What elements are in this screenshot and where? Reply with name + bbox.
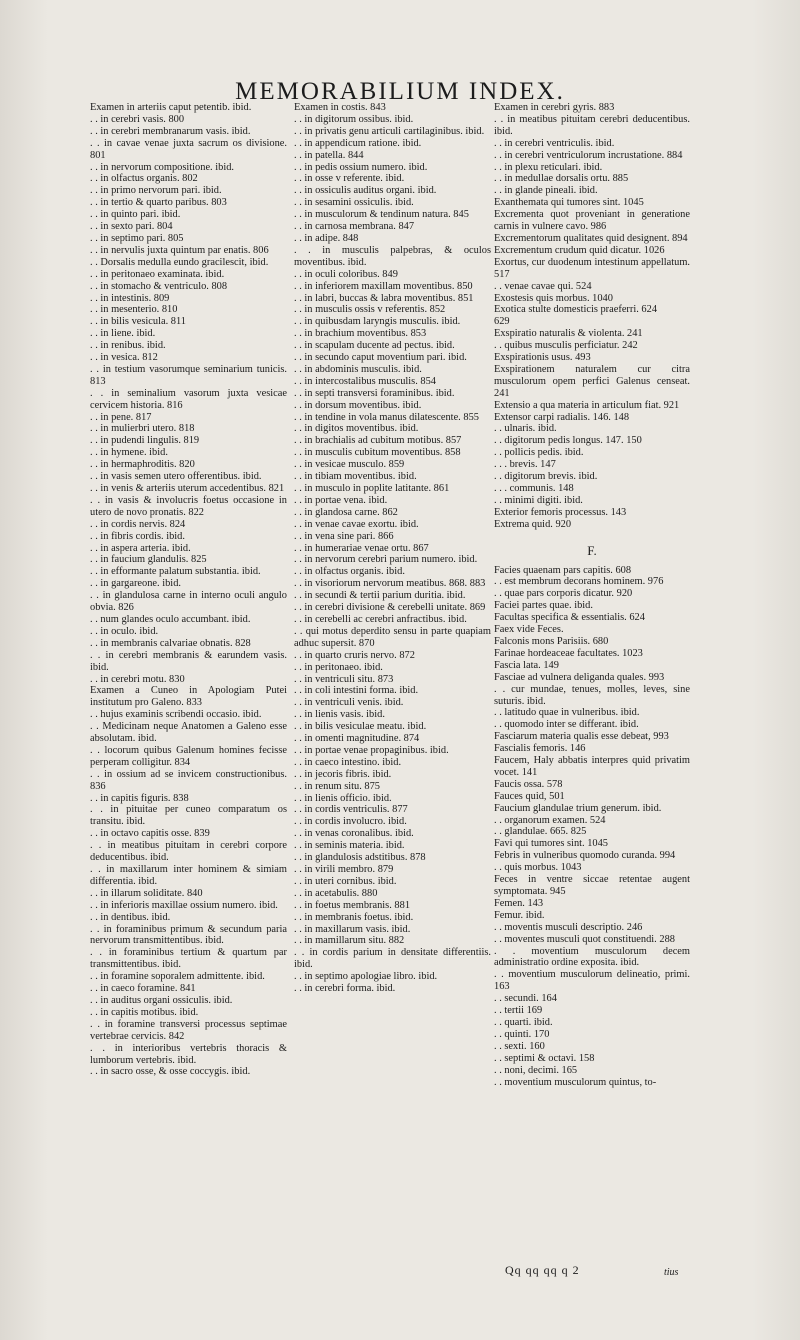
index-entry: . . in uteri cornibus. ibid. xyxy=(294,875,397,887)
index-entry: Extrema quid. 920 xyxy=(494,518,572,530)
index-entry: . . in capitis figuris. 838 xyxy=(90,792,189,804)
index-entry: Fasciarum materia qualis esse debeat, 993 xyxy=(494,731,669,743)
index-entry: . . ulnaris. ibid. xyxy=(494,423,557,435)
index-entry: Extensor carpi radialis. 146. 148 xyxy=(494,411,630,423)
index-entry: . . in membranis calvariae obnatis. 828 xyxy=(90,637,251,649)
index-entry: . . . brevis. 147 xyxy=(494,459,556,471)
index-entry: . . in septimo pari. 805 xyxy=(90,232,184,244)
index-entry: . . in venas coronalibus. ibid. xyxy=(294,828,414,840)
index-entry: Examen a Cuneo in Apologiam Putei institutum pro Galeno. 833 xyxy=(90,685,287,709)
index-entry: . . in foraminibus primum & secundum paria nervorum transmittentibus. ibid. xyxy=(90,923,287,947)
index-entry: . . in musculis cubitum moventibus. 858 xyxy=(294,447,461,459)
index-entry: Excrementorum qualitates quid designent. 894 xyxy=(494,232,688,244)
index-entry: . . quae pars corporis dicatur. 920 xyxy=(494,588,633,600)
index-column-2 xyxy=(294,102,491,995)
index-entry: Exspirationis usus. 493 xyxy=(494,352,591,364)
index-entry: Examen in costis. 843 xyxy=(294,102,386,113)
index-entry: . . in abdominis musculis. ibid. xyxy=(294,363,422,375)
index-entry: . . in foramine soporalem admittente. ibid. xyxy=(90,971,265,983)
index-entry: . . in plexu reticulari. ibid. xyxy=(494,161,603,173)
index-entry: . . in interioribus vertebris thoracis & lumborum vertebris. ibid. xyxy=(90,1042,287,1066)
index-entry: . . in labri, buccas & labra moventibus. 851 xyxy=(294,292,474,304)
index-entry: . . in osse v referente. ibid. xyxy=(294,173,405,185)
index-entry: Excrementa quot proveniant in generatione carnis in vulnere cavo. 986 xyxy=(494,209,690,233)
index-entry: . . in visoriorum nervorum meatibus. 868. 883 xyxy=(294,578,486,590)
index-entry: . . noni, decimi. 165 xyxy=(494,1064,578,1076)
index-entry: . . in tertio & quarto paribus. 803 xyxy=(90,197,227,209)
index-entry: . . pollicis pedis. ibid. xyxy=(494,447,584,459)
index-entry: . . in glandosa carne. 862 xyxy=(294,506,398,518)
index-entry: . . venae cavae qui. 524 xyxy=(494,280,592,292)
index-entry: . . in brachialis ad cubitum motibus. 857 xyxy=(294,435,462,447)
index-entry: . . in cavae venae juxta sacrum os divisione. 801 xyxy=(90,137,287,161)
index-entry: . . in liene. ibid. xyxy=(90,328,156,340)
index-entry: . . in aspera arteria. ibid. xyxy=(90,542,191,554)
index-entry: Fascialis femoris. 146 xyxy=(494,743,586,755)
index-entry: . . in inferioris maxillae ossium numero. ibid. xyxy=(90,899,278,911)
index-entry: Falconis mons Parisiis. 680 xyxy=(494,635,609,647)
index-entry: . . in vesicae musculo. 859 xyxy=(294,459,405,471)
index-entry: . . in hermaphroditis. 820 xyxy=(90,459,195,471)
index-entry: . . moventium musculorum quintus, to- xyxy=(494,1076,657,1088)
index-entry: . . in musculis palpebras, & oculos moventibus. ibid. xyxy=(294,244,491,268)
index-entry: Exterior femoris processus. 143 xyxy=(494,506,627,518)
index-entry: . . in intestinis. 809 xyxy=(90,292,170,304)
index-entry: . . hujus examinis scribendi occasio. ibid. xyxy=(90,709,262,721)
index-entry: . . in tibiam moventibus. ibid. xyxy=(294,471,417,483)
index-entry: . . in cerebri membranarum vasis. ibid. xyxy=(90,125,251,137)
index-entry: . . in fibris cordis. ibid. xyxy=(90,530,185,542)
index-column-1 xyxy=(90,102,287,1078)
index-entry: Faucis ossa. 578 xyxy=(494,778,563,790)
index-entry: . . in cerebri forma. ibid. xyxy=(294,983,396,995)
index-entry: Femen. 143 xyxy=(494,897,544,909)
index-entry: . . in cordis involucro. ibid. xyxy=(294,816,407,828)
index-entry: . . in musculis ossis v referentis. 852 xyxy=(294,304,446,316)
index-entry: . . in glandulosis adstitibus. 878 xyxy=(294,852,426,864)
index-entry: . . Dorsalis medulla eundo gracilescit, ibid. xyxy=(90,256,269,268)
index-entry: . . in primo nervorum pari. ibid. xyxy=(90,185,222,197)
index-entry: . . in dorsum moventibus. ibid. xyxy=(294,399,422,411)
index-entry: . . in renibus. ibid. xyxy=(90,340,166,352)
index-entry: . . in peritonaeo. ibid. xyxy=(294,661,383,673)
index-entry: Exostesis quis morbus. 1040 xyxy=(494,292,613,304)
index-entry: . . in sesamini ossiculis. ibid. xyxy=(294,197,414,209)
index-entry: . . in cerebri motu. 830 xyxy=(90,673,185,685)
index-entry: . . in peritonaeo examinata. ibid. xyxy=(90,268,225,280)
index-entry: Examen in cerebri gyris. 883 xyxy=(494,102,615,113)
index-entry: . . in mulierbri utero. 818 xyxy=(90,423,195,435)
index-entry: . . in carnosa membrana. 847 xyxy=(294,221,415,233)
index-entry: . . in cerebri vasis. 800 xyxy=(90,113,185,125)
index-entry: . . in digitos moventibus. ibid. xyxy=(294,423,419,435)
index-entry: . . in olfactus organis. ibid. xyxy=(294,566,405,578)
index-entry: . . in cerebri ventriculorum incrustatione. 884 xyxy=(494,149,683,161)
index-entry: . . in coli intestini forma. ibid. xyxy=(294,685,419,697)
index-entry: . . in meatibus pituitam cerebri deducentibus. ibid. xyxy=(494,113,690,137)
index-entry: . . in cerebri membranis & earundem vasis. ibid. xyxy=(90,649,287,673)
index-entry: . . in testium vasorumque seminarium tunicis. 813 xyxy=(90,363,287,387)
index-entry: . . in nervulis juxta quintum par enatis. 806 xyxy=(90,244,269,256)
index-entry: . . in seminalium vasorum juxta vesicae cervicem historia. 816 xyxy=(90,387,287,411)
index-entry: . . moventium musculorum delineatio, primi. 163 xyxy=(494,969,690,993)
index-entry: . . in omenti magnitudine. 874 xyxy=(294,733,420,745)
index-entry: . . in cerebri divisione & cerebelli unitate. 869 xyxy=(294,602,486,614)
index-entry: Faex vide Feces. xyxy=(494,624,564,636)
index-entry: . . in intercostalibus musculis. 854 xyxy=(294,375,436,387)
index-entry: . . latitudo quae in vulneribus. ibid. xyxy=(494,707,640,719)
index-entry: . . in venis & arteriis uterum accedentibus. 821 xyxy=(90,483,285,494)
index-entry: . . in septi transversi foraminibus. ibid. xyxy=(294,387,455,399)
index-entry: . . in bilis vesicula. 811 xyxy=(90,316,187,328)
index-entry: . . in venae cavae exortu. ibid. xyxy=(294,518,419,530)
index-entry: . . in foraminibus tertium & quartum par transmittentibus. ibid. xyxy=(90,947,287,971)
section-letter: F. xyxy=(587,542,597,558)
index-entry: Faciei partes quae. ibid. xyxy=(494,600,593,612)
index-entry: . . in sexto pari. 804 xyxy=(90,221,173,233)
index-entry: . . in musculo in poplite latitante. 861 xyxy=(294,483,450,494)
index-entry: . . in septimo apologiae libro. ibid. xyxy=(294,971,438,983)
index-entry: . . in stomacho & ventriculo. 808 xyxy=(90,280,228,292)
index-entry: . . in olfactus organis. 802 xyxy=(90,173,198,185)
index-entry: 629 xyxy=(494,316,510,328)
index-entry: . . in cordis nervis. 824 xyxy=(90,518,186,530)
index-entry: . . organorum examen. 524 xyxy=(494,814,606,826)
index-entry: Excrementum crudum quid dicatur. 1026 xyxy=(494,244,665,256)
index-entry: . . in oculo. ibid. xyxy=(90,625,159,637)
index-entry: . . qui motus deperdito sensu in parte quapiam adhuc supersit. 870 xyxy=(294,625,491,649)
index-entry: . . in tendine in vola manus dilatescente. 855 xyxy=(294,411,479,423)
index-entry: . . in vesica. 812 xyxy=(90,352,158,364)
index-entry: . . . communis. 148 xyxy=(494,483,574,494)
index-entry: Facies quaenam pars capitis. 608 xyxy=(494,564,632,576)
index-entry: . . in foetus membranis. 881 xyxy=(294,899,411,911)
index-entry: Favi qui tumores sint. 1045 xyxy=(494,838,609,850)
index-entry: . . in adipe. 848 xyxy=(294,232,359,244)
index-column-3 xyxy=(494,102,690,1088)
index-entry: . . in ossium ad se invicem constructionibus. 836 xyxy=(90,768,287,792)
index-entry: . . in pedis ossium numero. ibid. xyxy=(294,161,428,173)
index-entry: . . in cerebri ventriculis. ibid. xyxy=(494,137,615,149)
index-entry: . . in foramine transversi processus septimae vertebrae cervicis. 842 xyxy=(90,1018,287,1042)
index-entry: . . in illarum soliditate. 840 xyxy=(90,887,203,899)
index-entry: . . est membrum decorans hominem. 976 xyxy=(494,576,664,588)
index-entry: Exspirationem naturalem cur citra musculorum opem perfici Galenus censeat. 241 xyxy=(494,363,690,399)
index-entry: . . in cordis ventriculis. 877 xyxy=(294,804,408,816)
index-entry: . . in inferiorem maxillam moventibus. 850 xyxy=(294,280,473,292)
index-entry: . . in mamillarum situ. 882 xyxy=(294,935,405,947)
index-entry: . . in vena sine pari. 866 xyxy=(294,530,394,542)
index-entry: . . cur mundae, tenues, molles, leves, sine suturis. ibid. xyxy=(494,683,690,707)
index-entry: Faucem, Haly abbatis interpres quid privatim vocet. 141 xyxy=(494,755,690,778)
index-entry: Feces in ventre siccae retentae augent symptomata. 945 xyxy=(494,874,690,897)
index-entry: Farinae hordeaceae facultates. 1023 xyxy=(494,647,643,659)
index-entry: Examen in arteriis caput petentib. ibid. xyxy=(90,102,252,113)
index-entry: . . in secundo caput moventium pari. ibid. xyxy=(294,352,467,364)
index-entry: . . in jecoris fibris. ibid. xyxy=(294,768,392,780)
index-entry: . . in caeco foramine. 841 xyxy=(90,983,196,995)
index-entry: . . in sacro osse, & osse coccygis. ibid. xyxy=(90,1066,251,1078)
index-entry: . . in scapulam ducente ad pectus. ibid. xyxy=(294,340,455,352)
index-entry: . . in bilis vesiculae meatu. ibid. xyxy=(294,721,427,733)
index-entry: . . in nervorum cerebri parium numero. ibid. xyxy=(294,554,478,566)
index-entry: . . digitorum brevis. ibid. xyxy=(494,471,598,483)
page-title: MEMORABILIUM INDEX. xyxy=(235,78,565,105)
index-entry: . . in quarto cruris nervo. 872 xyxy=(294,649,415,661)
index-entry: . . in efformante palatum substantia. ibid. xyxy=(90,566,261,578)
index-entry: . . in pituitae per cuneo comparatum os transitu. ibid. xyxy=(90,804,287,828)
index-entry: . . in brachium moventibus. 853 xyxy=(294,328,427,340)
index-entry: . . in secundi & tertii parium duritia. ibid. xyxy=(294,590,466,602)
index-entry: . . in cordis parium in densitate differentiis. ibid. xyxy=(294,947,491,971)
index-entry: . . quomodo inter se differant. ibid. xyxy=(494,719,639,731)
index-entry: Fascia lata. 149 xyxy=(494,659,559,671)
index-entry: . . quarti. ibid. xyxy=(494,1016,553,1028)
index-entry: Facultas specifica & essentialis. 624 xyxy=(494,612,645,624)
index-entry: . . quinti. 170 xyxy=(494,1028,550,1040)
index-entry: . . in digitorum ossibus. ibid. xyxy=(294,113,414,125)
index-entry: . . in ossiculis auditus organi. ibid. xyxy=(294,185,437,197)
index-entry: Extensio a qua materia in articulum fiat. 921 xyxy=(494,399,680,411)
index-entry: . . quibus musculis perficiatur. 242 xyxy=(494,340,638,352)
index-entry: . . moventis musculi descriptio. 246 xyxy=(494,921,643,933)
index-entry: . . in faucium glandulis. 825 xyxy=(90,554,207,566)
index-entry: . . in ventriculi situ. 873 xyxy=(294,673,394,685)
index-entry: . . digitorum pedis longus. 147. 150 xyxy=(494,435,642,447)
index-entry: . . in patella. 844 xyxy=(294,149,364,161)
index-entry: . . in glandulosa carne in interno oculi angulo obvia. 826 xyxy=(90,590,287,614)
index-entry: . . in meatibus pituitam in cerebri corpore deducentibus. ibid. xyxy=(90,840,287,864)
signature-mark: Qq qq qq q 2 xyxy=(505,1263,580,1277)
index-entry: . . sexti. 160 xyxy=(494,1040,545,1052)
index-entry: . . in cerebelli ac cerebri anfractibus. ibid. xyxy=(294,613,467,625)
index-entry: . . in virili membro. 879 xyxy=(294,864,394,875)
index-entry: . . in appendicum ratione. ibid. xyxy=(294,137,422,149)
index-entry: Febris in vulneribus quomodo curanda. 994 xyxy=(494,850,676,862)
index-entry: . . in pene. 817 xyxy=(90,411,152,423)
index-entry: . . in medullae dorsalis ortu. 885 xyxy=(494,173,629,185)
index-entry: . . in gargareone. ibid. xyxy=(90,578,181,590)
index-entry: . . in octavo capitis osse. 839 xyxy=(90,828,210,840)
index-entry: Faucium glandulae trium generum. ibid. xyxy=(494,802,662,814)
index-entry: . . Medicinam neque Anatomen a Galeno esse absolutam. ibid. xyxy=(90,721,287,745)
index-entry: . . tertii 169 xyxy=(494,1005,543,1017)
index-entry: . . in membranis foetus. ibid. xyxy=(294,911,414,923)
index-entry: . . in dentibus. ibid. xyxy=(90,911,171,923)
index-entry: . . in humerariae venae ortu. 867 xyxy=(294,542,429,554)
index-entry: . . in mesenterio. 810 xyxy=(90,304,178,316)
index-entry: Exanthemata qui tumores sint. 1045 xyxy=(494,197,644,209)
index-entry: . . in portae venae propaginibus. ibid. xyxy=(294,744,449,756)
index-entry: . . in auditus organi ossiculis. ibid. xyxy=(90,994,233,1006)
index-entry: . . in maxillarum vasis. ibid. xyxy=(294,923,411,935)
index-entry: . . in vasis semen utero offerentibus. ibid. xyxy=(90,471,262,483)
index-entry: . . in renum situ. 875 xyxy=(294,780,381,792)
index-entry: Fauces quid, 501 xyxy=(494,790,565,802)
index-entry: . . in portae vena. ibid. xyxy=(294,494,388,506)
index-entry: . . moventes musculi quot constituendi. 288 xyxy=(494,933,675,945)
index-entry: Exotica stulte domesticis praeferri. 624 xyxy=(494,304,658,316)
index-entry: . . in capitis motibus. ibid. xyxy=(90,1006,199,1018)
index-entry: . . minimi digiti. ibid. xyxy=(494,494,583,506)
index-entry: . . in caeco intestino. ibid. xyxy=(294,756,402,768)
index-entry: . . quis morbus. 1043 xyxy=(494,862,582,874)
index-entry: . . septimi & octavi. 158 xyxy=(494,1052,595,1064)
index-entry: . . in lienis officio. ibid. xyxy=(294,792,392,804)
index-entry: . . in acetabulis. 880 xyxy=(294,887,378,899)
index-entry: . . num glandes oculo accumbant. ibid. xyxy=(90,613,251,625)
index-entry: . . in seminis materia. ibid. xyxy=(294,840,405,852)
index-entry: . . in maxillarum inter hominem & simiam differentia. ibid. xyxy=(90,864,287,887)
index-entry: . . locorum quibus Galenum homines fecisse perperam colligitur. 834 xyxy=(90,744,287,768)
index-entry: . . in musculorum & tendinum natura. 845 xyxy=(294,209,469,221)
index-entry: . . in nervorum compositione. ibid. xyxy=(90,161,235,173)
index-entry: . . in privatis genu articuli cartilaginibus. ibid. xyxy=(294,125,485,137)
index-entry: Fasciae ad vulnera deliganda quales. 993 xyxy=(494,671,665,683)
index-entry: . . in vasis & involucris foetus occasione in utero de novo pronatis. 822 xyxy=(90,494,287,518)
index-entry: Femur. ibid. xyxy=(494,909,545,921)
index-entry: . . in glande pineali. ibid. xyxy=(494,185,598,197)
index-entry: . . in ventriculi venis. ibid. xyxy=(294,697,404,709)
index-entry: . . glandulae. 665. 825 xyxy=(494,826,587,838)
index-entry: Exortus, cur duodenum intestinum appellatum. 517 xyxy=(494,256,690,280)
index-entry: . . in quibusdam laryngis musculis. ibid. xyxy=(294,316,461,328)
index-entry: . . in pudendi lingulis. 819 xyxy=(90,435,200,447)
catchword: tius xyxy=(664,1267,679,1278)
index-entry: . . moventium musculorum decem administratio ordine exposita. ibid. xyxy=(494,945,690,969)
index-entry: Exspiratio naturalis & violenta. 241 xyxy=(494,328,643,340)
index-entry: . . in hymene. ibid. xyxy=(90,447,168,459)
index-entry: . . in lienis vasis. ibid. xyxy=(294,709,385,721)
index-entry: . . in quinto pari. ibid. xyxy=(90,209,181,221)
index-entry: . . in oculi coloribus. 849 xyxy=(294,268,398,280)
index-entry: . . secundi. 164 xyxy=(494,993,557,1005)
